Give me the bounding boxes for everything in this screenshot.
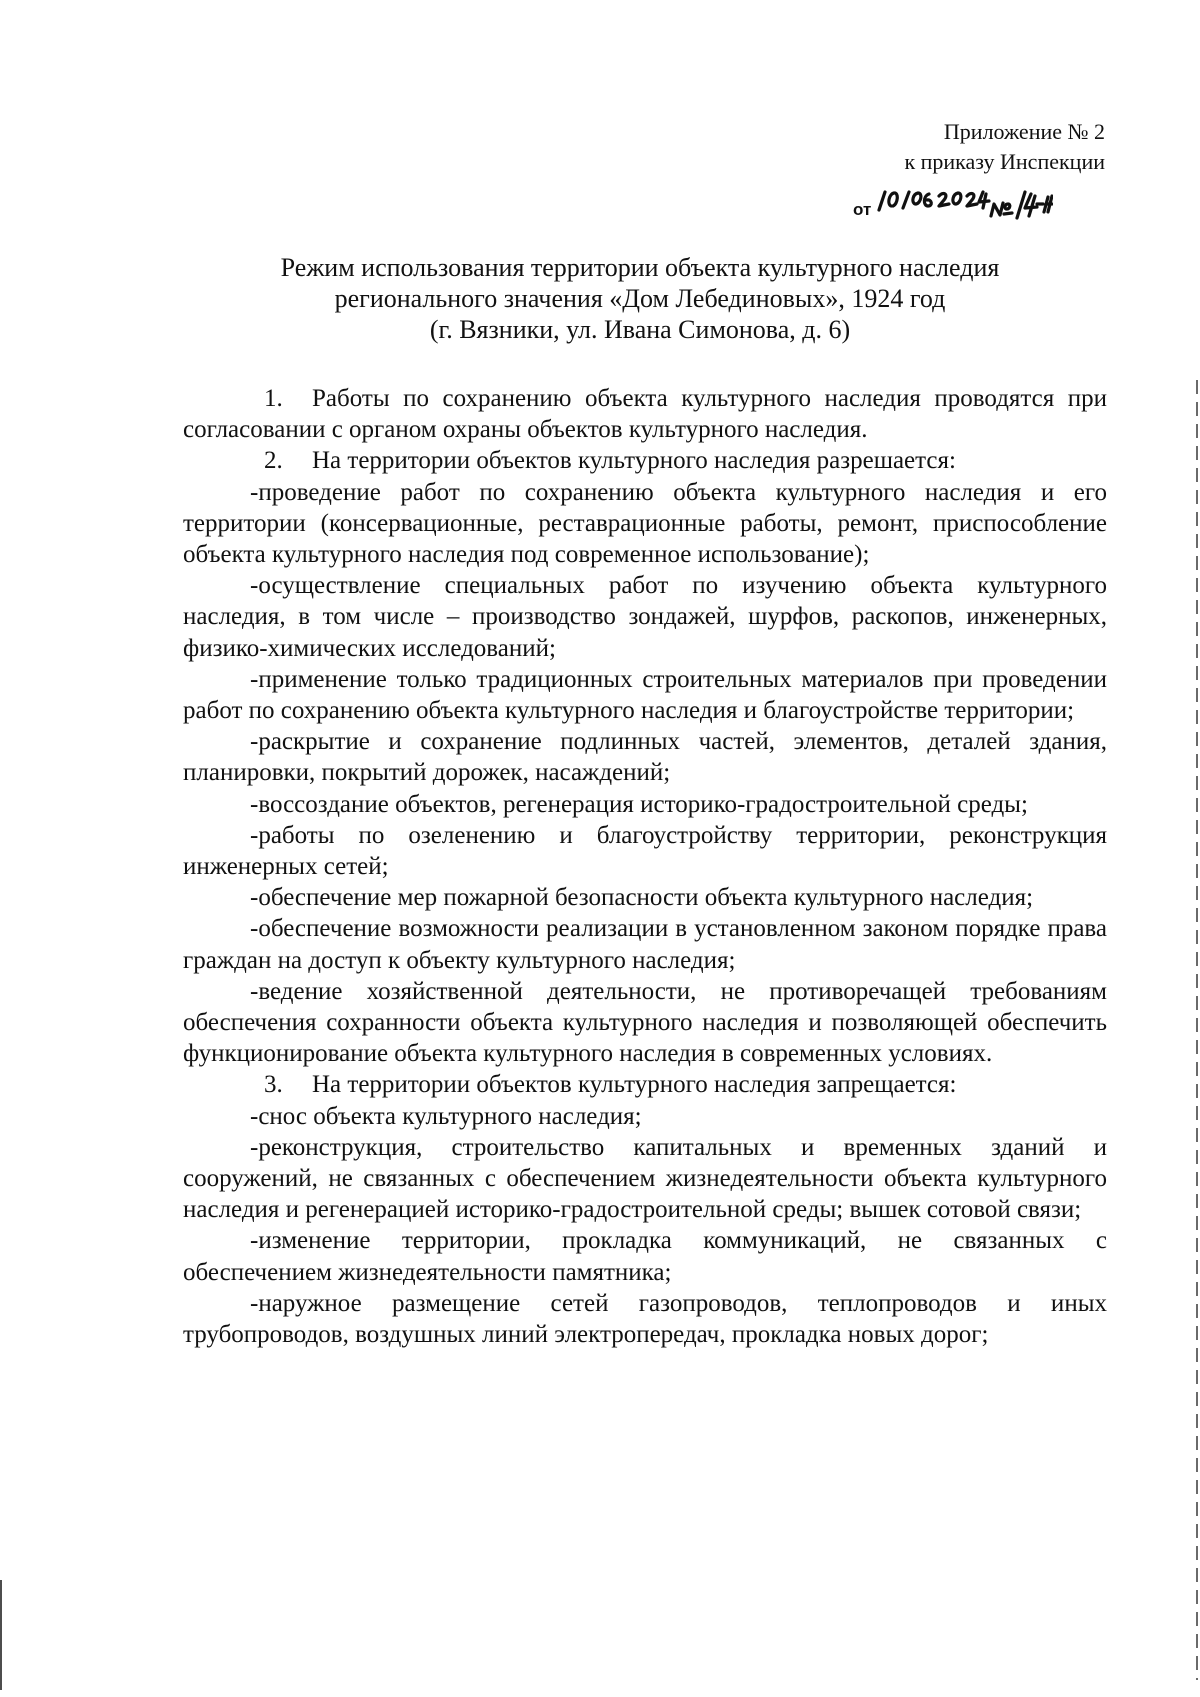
title-line: (г. Вязники, ул. Ивана Симонова, д. 6) xyxy=(429,315,851,344)
paragraph-number: 2. xyxy=(264,447,283,475)
forbidden-item: -наружное размещение сетей газопроводов, теплопроводов и иных трубопроводов, воздушных линий электропередач, прокладка новых дорог; xyxy=(183,1289,1107,1349)
forbidden-item: -снос объекта культурного наследия; xyxy=(250,1102,642,1130)
document-body xyxy=(183,383,1107,1350)
title-line: регионального значения «Дом Лебединовых», 1924 год xyxy=(334,284,946,313)
allowed-item: -применение только традиционных строительных материалов при проведении работ по сохранению объекта культурного наследия и благоустройстве территории; xyxy=(183,665,1107,725)
numbered-paragraph xyxy=(183,1069,1107,1100)
allowed-item: -ведение хозяйственной деятельности, не противоречащей требованиям обеспечения сохранности объекта культурного наследия и позволяющей обеспечить функционирование объекта культурного наследия в современных условиях. xyxy=(183,977,1107,1068)
paragraph-number: 1. xyxy=(264,385,283,412)
appendix-line: Приложение № 2 xyxy=(943,119,1105,144)
numbered-paragraph xyxy=(183,445,1107,476)
allowed-item: -раскрытие и сохранение подлинных частей, элементов, деталей здания, планировки, покрытий дорожек, насаждений; xyxy=(183,728,1107,787)
allowed-item: -воссоздание объектов, регенерация историко-градостроительной среды; xyxy=(250,790,1028,818)
allowed-item: -обеспечение возможности реализации в установленном законом порядке права граждан на доступ к объекту культурного наследия; xyxy=(183,915,1107,974)
forbidden-item: -изменение территории, прокладка коммуникаций, не связанных с обеспечением жизнедеятельности памятника; xyxy=(183,1227,1107,1286)
forbidden-item: -реконструкция, строительство капитальных и временных зданий и сооружений, не связанных с обеспечением жизнедеятельности объекта культурного наследия и регенерацией историко-градостроительной среды; вышек сотовой связи; xyxy=(183,1133,1107,1224)
allowed-item: -обеспечение мер пожарной безопасности объекта культурного наследия; xyxy=(250,884,1034,912)
allowed-item: -осуществление специальных работ по изучению объекта культурного наследия, в том числе – производство зондажей, шурфов, раскопов, инженерных, физико-химических исследований; xyxy=(183,572,1107,662)
paragraph-text: Работы по сохранению объекта культурного наследия проводятся при согласовании с органом охраны объектов культурного наследия. xyxy=(183,385,1107,444)
paragraph-number: 3. xyxy=(264,1071,283,1099)
allowed-item: -работы по озеленению и благоустройству территории, реконструкция инженерных сетей; xyxy=(183,821,1107,881)
appendix-header xyxy=(904,117,1105,177)
scan-edge-artifact xyxy=(0,1580,2,1690)
allowed-item: -проведение работ по сохранению объекта культурного наследия и его территории (консервационные, реставрационные работы, ремонт, приспособление объекта культурного наследия под современное использование); xyxy=(183,478,1107,569)
title-line: Режим использования территории объекта культурного наследия xyxy=(280,253,1000,282)
ot-label: от xyxy=(853,200,872,219)
document-title xyxy=(180,252,1100,345)
scan-edge-artifact xyxy=(1196,380,1198,1680)
appendix-line: к приказу Инспекции xyxy=(904,149,1105,174)
numbered-paragraph xyxy=(183,383,1107,445)
paragraph-text: На территории объектов культурного наследия запрещается: xyxy=(312,1071,957,1099)
handwritten-date-signature xyxy=(873,182,1053,228)
order-date-number xyxy=(853,182,1053,228)
paragraph-text: На территории объектов культурного наследия разрешается: xyxy=(312,447,956,475)
